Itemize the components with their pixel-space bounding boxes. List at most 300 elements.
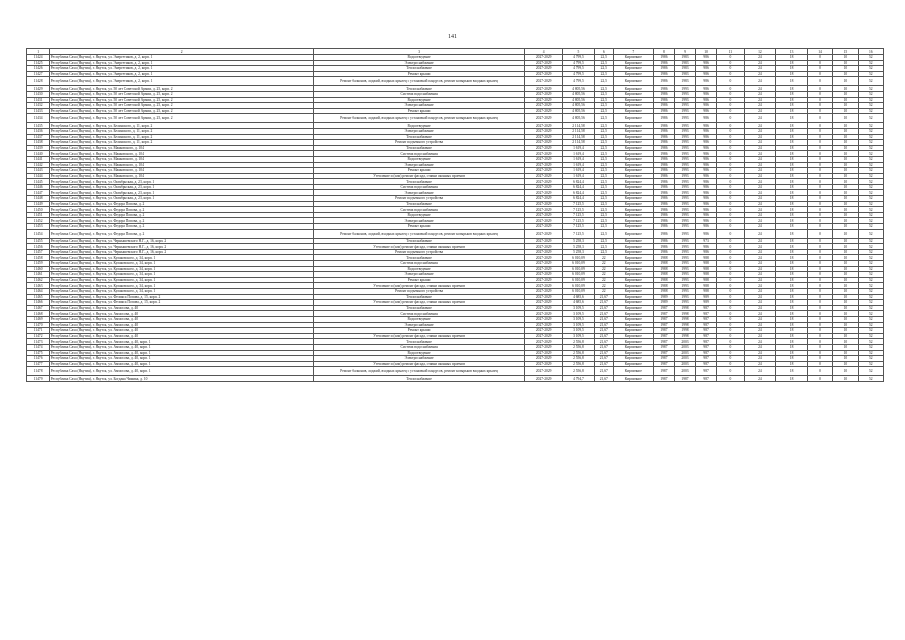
table-cell: 2 556,8 bbox=[563, 361, 595, 367]
table-cell: 10 bbox=[833, 91, 858, 97]
table-cell: 1987 bbox=[674, 376, 695, 382]
table-cell: 11429 bbox=[27, 86, 50, 92]
table-cell: 2003 bbox=[674, 344, 695, 350]
table-cell: 24 bbox=[744, 134, 776, 140]
table-cell: 987 bbox=[696, 356, 717, 362]
table-cell: 10 bbox=[833, 156, 858, 162]
table-cell: 24 bbox=[744, 305, 776, 311]
table-cell: 22,5 bbox=[594, 151, 613, 157]
table-cell: 4 685,6 bbox=[563, 300, 595, 306]
table-cell: 22 bbox=[594, 277, 613, 283]
table-cell: Электроснабжение bbox=[314, 128, 525, 134]
table-cell: Теплоснабжение bbox=[314, 255, 525, 261]
table-cell: 10 bbox=[833, 114, 858, 123]
table-cell: 7 125,5 bbox=[563, 201, 595, 207]
table-cell: 1986 bbox=[653, 196, 674, 202]
column-number-16: 16 bbox=[858, 49, 883, 55]
table-cell: 18 bbox=[776, 190, 808, 196]
table-cell: 4 799,5 bbox=[563, 60, 595, 66]
table-cell: 52 bbox=[858, 128, 883, 134]
table-cell: 0 bbox=[807, 162, 832, 168]
table-cell: 24 bbox=[744, 316, 776, 322]
table-cell: Республика Саха (Якутия), г. Якутск, ул. Аммосова, д. 40 bbox=[50, 316, 314, 322]
table-cell: 1993 bbox=[674, 108, 695, 114]
table-cell: 2003 bbox=[674, 361, 695, 367]
table-cell: Республика Саха (Якутия), г. Якутск, ул. Энергетиков, д. 2, корп. 1 bbox=[50, 66, 314, 72]
table-cell: 18 bbox=[776, 173, 808, 179]
table-cell: 2 114,58 bbox=[563, 123, 595, 129]
table-cell: 3 109,5 bbox=[563, 333, 595, 339]
table-cell: 6 824,4 bbox=[563, 179, 595, 185]
table-cell: Кирпичное bbox=[613, 66, 653, 72]
table-cell: Кирпичное bbox=[613, 322, 653, 328]
table-cell: 2027-2029 bbox=[525, 71, 563, 77]
table-cell: Кирпичное bbox=[613, 196, 653, 202]
table-cell: 1986 bbox=[653, 86, 674, 92]
table-cell: 2027-2029 bbox=[525, 201, 563, 207]
table-cell: 986 bbox=[696, 103, 717, 109]
table-cell: Республика Саха (Якутия), г. Якутск, ул. Октябрьская, д. 23, корп. 1 bbox=[50, 184, 314, 190]
table-cell: 11471 bbox=[27, 328, 50, 334]
table-cell: 24 bbox=[744, 201, 776, 207]
table-cell: 52 bbox=[858, 86, 883, 92]
table-cell: 986 bbox=[696, 244, 717, 250]
table-cell: 0 bbox=[717, 328, 744, 334]
table-cell: 24 bbox=[744, 97, 776, 103]
table-cell: Водоотведение bbox=[314, 212, 525, 218]
table-row bbox=[27, 376, 884, 382]
table-cell: 986 bbox=[696, 123, 717, 129]
table-cell: 18 bbox=[776, 71, 808, 77]
table-cell: 24 bbox=[744, 179, 776, 185]
table-cell: 6 010,09 bbox=[563, 277, 595, 283]
table-cell: Утепление и (или) ремонт фасада, ставни оконных проемов bbox=[314, 244, 525, 250]
table-cell: 18 bbox=[776, 376, 808, 382]
table-cell: 986 bbox=[696, 212, 717, 218]
table-cell: 0 bbox=[807, 184, 832, 190]
table-cell: 21,67 bbox=[594, 350, 613, 356]
table-cell: Республика Саха (Якутия), г. Якутск, ул. Аммосова, д. 40 bbox=[50, 328, 314, 334]
table-cell: 1993 bbox=[674, 229, 695, 238]
table-cell: 1987 bbox=[653, 344, 674, 350]
table-cell: 52 bbox=[858, 305, 883, 311]
table-cell: 22 bbox=[594, 288, 613, 294]
table-cell: 0 bbox=[717, 238, 744, 244]
table-cell: 1983 bbox=[674, 60, 695, 66]
table-cell: 1987 bbox=[653, 376, 674, 382]
table-cell: 10 bbox=[833, 212, 858, 218]
table-cell: 1988 bbox=[653, 261, 674, 267]
table-cell: 52 bbox=[858, 288, 883, 294]
table-cell: 24 bbox=[744, 114, 776, 123]
table-cell: 0 bbox=[807, 156, 832, 162]
table-cell: Республика Саха (Якутия), г. Якутск, ул. Энергетиков, д. 2, корп. 1 bbox=[50, 71, 314, 77]
table-cell: 1 619,4 bbox=[563, 162, 595, 168]
table-cell: 0 bbox=[717, 288, 744, 294]
table-cell: 11428 bbox=[27, 77, 50, 86]
table-cell: Республика Саха (Якутия), г. Якутск, ул. Маяковского, д. 104 bbox=[50, 173, 314, 179]
table-cell: 10 bbox=[833, 294, 858, 300]
table-cell: 52 bbox=[858, 350, 883, 356]
table-cell: 987 bbox=[696, 350, 717, 356]
table-cell: 2003 bbox=[674, 356, 695, 362]
table-cell: 52 bbox=[858, 322, 883, 328]
table-cell: Республика Саха (Якутия), г. Якутск, ул. Феликса Попова, д. 15, корп. 2 bbox=[50, 300, 314, 306]
table-cell: 11458 bbox=[27, 255, 50, 261]
table-cell: 7 125,5 bbox=[563, 218, 595, 224]
table-cell: 18 bbox=[776, 97, 808, 103]
table-cell: 0 bbox=[807, 196, 832, 202]
table-cell: 0 bbox=[807, 179, 832, 185]
table-cell: Кирпичное bbox=[613, 294, 653, 300]
table-cell: Ремонт балконов, лоджий, входных крылец с установкой пандусов, ремонт козырьков входных крылец bbox=[314, 77, 525, 86]
table-cell: 24 bbox=[744, 361, 776, 367]
table-cell: 21,67 bbox=[594, 294, 613, 300]
table-cell: 18 bbox=[776, 123, 808, 129]
table-cell: Кирпичное bbox=[613, 71, 653, 77]
table-cell: 986 bbox=[696, 97, 717, 103]
table-cell: 2 114,58 bbox=[563, 128, 595, 134]
table-row bbox=[27, 367, 884, 376]
table-cell: 10 bbox=[833, 311, 858, 317]
table-cell: 1998 bbox=[674, 316, 695, 322]
table-cell: Республика Саха (Якутия), г. Якутск, ул. Федора Попова, д. 2 bbox=[50, 224, 314, 230]
table-cell: 18 bbox=[776, 86, 808, 92]
table-cell: 1993 bbox=[674, 140, 695, 146]
table-cell: 10 bbox=[833, 283, 858, 289]
table-cell: Кирпичное bbox=[613, 55, 653, 61]
table-cell: 986 bbox=[696, 196, 717, 202]
table-cell: 52 bbox=[858, 114, 883, 123]
table-cell: 2003 bbox=[674, 339, 695, 345]
table-cell: Республика Саха (Якутия), г. Якутск, ул. Энергетиков, д. 2, корп. 1 bbox=[50, 77, 314, 86]
table-cell: 0 bbox=[717, 71, 744, 77]
table-cell: Ремонт подъемного устройства bbox=[314, 249, 525, 255]
table-cell: 10 bbox=[833, 173, 858, 179]
table-cell: 22,5 bbox=[594, 244, 613, 250]
table-cell: 0 bbox=[807, 207, 832, 213]
table-cell: Утепление и (или) ремонт фасада, ставни оконных проемов bbox=[314, 173, 525, 179]
table-cell: 18 bbox=[776, 184, 808, 190]
table-cell: 24 bbox=[744, 77, 776, 86]
table-cell: 52 bbox=[858, 344, 883, 350]
table-cell: 11441 bbox=[27, 156, 50, 162]
table-cell: 52 bbox=[858, 190, 883, 196]
table-cell: 24 bbox=[744, 244, 776, 250]
table-cell: Электроснабжение bbox=[314, 272, 525, 278]
table-cell: Республика Саха (Якутия), г. Якутск, ул. Аммосова, д. 40, корп. 1 bbox=[50, 367, 314, 376]
table-cell: 0 bbox=[717, 156, 744, 162]
table-cell: 0 bbox=[717, 367, 744, 376]
table-cell: 10 bbox=[833, 344, 858, 350]
table-cell: Республика Саха (Якутия), г. Якутск, ул. Маяковского, д. 104 bbox=[50, 168, 314, 174]
table-cell: 2027-2029 bbox=[525, 266, 563, 272]
table-cell: 986 bbox=[696, 249, 717, 255]
table-cell: Кирпичное bbox=[613, 134, 653, 140]
table-cell: 24 bbox=[744, 145, 776, 151]
table-cell: Кирпичное bbox=[613, 272, 653, 278]
table-cell: 987 bbox=[696, 367, 717, 376]
table-cell: Кирпичное bbox=[613, 305, 653, 311]
table-cell: Ремонт балконов, лоджий, входных крылец с установкой пандусов, ремонт козырьков входных крылец bbox=[314, 229, 525, 238]
table-cell: Теплоснабжение bbox=[314, 179, 525, 185]
table-cell: 10 bbox=[833, 184, 858, 190]
table-cell: 18 bbox=[776, 207, 808, 213]
table-cell: 10 bbox=[833, 316, 858, 322]
table-cell: Кирпичное bbox=[613, 140, 653, 146]
table-cell: 21,67 bbox=[594, 367, 613, 376]
table-cell: 18 bbox=[776, 322, 808, 328]
table-cell: 2027-2029 bbox=[525, 140, 563, 146]
table-cell: 18 bbox=[776, 305, 808, 311]
table-cell: Кирпичное bbox=[613, 328, 653, 334]
table-cell: 22,5 bbox=[594, 66, 613, 72]
table-cell: 0 bbox=[717, 218, 744, 224]
table-cell: 18 bbox=[776, 367, 808, 376]
table-cell: Республика Саха (Якутия), г. Якутск, ул. Октябрьская, д. 23, корп. 1 bbox=[50, 179, 314, 185]
table-cell: 10 bbox=[833, 266, 858, 272]
table-row bbox=[27, 229, 884, 238]
table-cell: 0 bbox=[717, 145, 744, 151]
table-cell: 2027-2029 bbox=[525, 218, 563, 224]
table-cell: 24 bbox=[744, 91, 776, 97]
table-cell: 18 bbox=[776, 272, 808, 278]
table-cell: 11426 bbox=[27, 66, 50, 72]
table-cell: 2027-2029 bbox=[525, 128, 563, 134]
table-cell: 24 bbox=[744, 207, 776, 213]
table-cell: 0 bbox=[717, 114, 744, 123]
table-cell: 1987 bbox=[653, 361, 674, 367]
table-cell: Республика Саха (Якутия), г. Якутск, ул. Аммосова, д. 40, корп. 1 bbox=[50, 361, 314, 367]
table-cell: 52 bbox=[858, 300, 883, 306]
table-cell: 0 bbox=[717, 344, 744, 350]
table-cell: 0 bbox=[717, 350, 744, 356]
table-cell: 11436 bbox=[27, 128, 50, 134]
table-cell: Электроснабжение bbox=[314, 103, 525, 109]
table-cell: 2027-2029 bbox=[525, 361, 563, 367]
table-cell: 988 bbox=[696, 277, 717, 283]
table-cell: 22,5 bbox=[594, 103, 613, 109]
table-cell: 986 bbox=[696, 201, 717, 207]
table-cell: 2027-2029 bbox=[525, 156, 563, 162]
table-cell: 18 bbox=[776, 238, 808, 244]
table-cell: 22,5 bbox=[594, 71, 613, 77]
table-cell: Ремонт крыши bbox=[314, 108, 525, 114]
table-cell: 1987 bbox=[653, 350, 674, 356]
table-cell: 1993 bbox=[674, 123, 695, 129]
table-cell: 10 bbox=[833, 128, 858, 134]
table-cell: 0 bbox=[807, 294, 832, 300]
table-cell: 11438 bbox=[27, 140, 50, 146]
table-cell: Кирпичное bbox=[613, 261, 653, 267]
table-cell: 18 bbox=[776, 66, 808, 72]
table-cell: 52 bbox=[858, 283, 883, 289]
table-cell: 988 bbox=[696, 261, 717, 267]
table-cell: 10 bbox=[833, 376, 858, 382]
table-cell: 52 bbox=[858, 151, 883, 157]
table-cell: 1993 bbox=[674, 218, 695, 224]
table-cell: 52 bbox=[858, 91, 883, 97]
table-cell: 10 bbox=[833, 238, 858, 244]
table-cell: 22,5 bbox=[594, 196, 613, 202]
table-cell: 2027-2029 bbox=[525, 77, 563, 86]
table-cell: 18 bbox=[776, 244, 808, 250]
table-cell: 1993 bbox=[674, 283, 695, 289]
table-cell: 22,5 bbox=[594, 212, 613, 218]
table-cell: 10 bbox=[833, 272, 858, 278]
table-cell: 986 bbox=[696, 162, 717, 168]
table-cell: Кирпичное bbox=[613, 173, 653, 179]
table-cell: 1986 bbox=[653, 134, 674, 140]
table-cell: 10 bbox=[833, 300, 858, 306]
table-cell: Теплоснабжение bbox=[314, 145, 525, 151]
table-cell: 18 bbox=[776, 288, 808, 294]
table-cell: Водоотведение bbox=[314, 316, 525, 322]
table-cell: Теплоснабжение bbox=[314, 86, 525, 92]
table-cell: 11427 bbox=[27, 71, 50, 77]
table-cell: 24 bbox=[744, 162, 776, 168]
table-cell: 0 bbox=[717, 184, 744, 190]
table-cell: 2027-2029 bbox=[525, 190, 563, 196]
table-cell: Кирпичное bbox=[613, 123, 653, 129]
table-cell: 988 bbox=[696, 283, 717, 289]
column-number-4: 4 bbox=[525, 49, 563, 55]
table-cell: 10 bbox=[833, 66, 858, 72]
table-cell: 52 bbox=[858, 316, 883, 322]
table-cell: Электроснабжение bbox=[314, 190, 525, 196]
table-cell: 18 bbox=[776, 294, 808, 300]
table-cell: 10 bbox=[833, 201, 858, 207]
table-cell: 1993 bbox=[674, 97, 695, 103]
table-cell: Водоотведение bbox=[314, 55, 525, 61]
table-cell: 0 bbox=[807, 201, 832, 207]
table-cell: 7 125,5 bbox=[563, 207, 595, 213]
table-cell: Кирпичное bbox=[613, 179, 653, 185]
table-cell: 1993 bbox=[674, 156, 695, 162]
table-cell: Водоотведение bbox=[314, 156, 525, 162]
table-cell: 10 bbox=[833, 108, 858, 114]
table-cell: 10 bbox=[833, 86, 858, 92]
table-cell: 18 bbox=[776, 168, 808, 174]
table-cell: 18 bbox=[776, 255, 808, 261]
table-cell: 22,5 bbox=[594, 179, 613, 185]
table-cell: 52 bbox=[858, 207, 883, 213]
table-cell: 988 bbox=[696, 266, 717, 272]
table-cell: Республика Саха (Якутия), г. Якутск, ул. Кулаковского, д. 34, корп. 1 bbox=[50, 277, 314, 283]
table-cell: 4 805,56 bbox=[563, 91, 595, 97]
table-cell: 987 bbox=[696, 322, 717, 328]
column-number-13: 13 bbox=[776, 49, 808, 55]
table-cell: 22 bbox=[594, 266, 613, 272]
table-cell: 2027-2029 bbox=[525, 333, 563, 339]
table-cell: 4 794,7 bbox=[563, 376, 595, 382]
table-cell: 0 bbox=[807, 328, 832, 334]
table-cell: 52 bbox=[858, 266, 883, 272]
table-cell: 18 bbox=[776, 339, 808, 345]
table-cell: Теплоснабжение bbox=[314, 376, 525, 382]
table-cell: 11447 bbox=[27, 190, 50, 196]
table-cell: 2 114,58 bbox=[563, 134, 595, 140]
table-cell: Республика Саха (Якутия), г. Якутск, ул. Белинского, д. 11, корп. 2 bbox=[50, 134, 314, 140]
table-cell: 24 bbox=[744, 60, 776, 66]
table-cell: 0 bbox=[807, 238, 832, 244]
table-cell: 10 bbox=[833, 145, 858, 151]
table-cell: 6 010,09 bbox=[563, 266, 595, 272]
table-cell: Электроснабжение bbox=[314, 162, 525, 168]
table-cell: 1993 bbox=[674, 151, 695, 157]
table-cell: 7 125,5 bbox=[563, 224, 595, 230]
table-cell: 52 bbox=[858, 311, 883, 317]
table-cell: Республика Саха (Якутия), г. Якутск, ул. Маяковского, д. 104 bbox=[50, 145, 314, 151]
table-cell: 986 bbox=[696, 151, 717, 157]
table-cell: Кирпичное bbox=[613, 184, 653, 190]
table-cell: 0 bbox=[717, 356, 744, 362]
table-cell: 21,67 bbox=[594, 339, 613, 345]
table-cell: 2027-2029 bbox=[525, 311, 563, 317]
table-cell: 1993 bbox=[674, 184, 695, 190]
table-cell: Республика Саха (Якутия), г. Якутск, ул. Белинского, д. 11, корп. 2 bbox=[50, 128, 314, 134]
table-cell: 1986 bbox=[653, 224, 674, 230]
table-cell: 24 bbox=[744, 66, 776, 72]
table-cell: 10 bbox=[833, 244, 858, 250]
table-cell: Республика Саха (Якутия), г. Якутск, ул. Кулаковского, д. 34, корп. 1 bbox=[50, 288, 314, 294]
table-cell: 986 bbox=[696, 128, 717, 134]
table-cell: 18 bbox=[776, 134, 808, 140]
table-cell: 24 bbox=[744, 173, 776, 179]
table-cell: 24 bbox=[744, 261, 776, 267]
table-cell: 987 bbox=[696, 333, 717, 339]
table-cell: 22,5 bbox=[594, 97, 613, 103]
table-cell: 1993 bbox=[674, 162, 695, 168]
table-cell: 22,5 bbox=[594, 201, 613, 207]
table-cell: Республика Саха (Якутия), г. Якутск, ул. Феликса Попова, д. 15, корп. 2 bbox=[50, 294, 314, 300]
table-cell: 0 bbox=[717, 283, 744, 289]
table-cell: 22,5 bbox=[594, 55, 613, 61]
table-cell: 0 bbox=[807, 244, 832, 250]
table-cell: 2027-2029 bbox=[525, 108, 563, 114]
table-cell: Кирпичное bbox=[613, 190, 653, 196]
table-cell: 2027-2029 bbox=[525, 272, 563, 278]
table-cell: 22,5 bbox=[594, 238, 613, 244]
table-cell: 0 bbox=[807, 55, 832, 61]
table-cell: 986 bbox=[696, 145, 717, 151]
table-cell: 52 bbox=[858, 201, 883, 207]
table-cell: 2027-2029 bbox=[525, 339, 563, 345]
table-cell: 10 bbox=[833, 103, 858, 109]
table-cell: 0 bbox=[717, 261, 744, 267]
table-cell: 0 bbox=[717, 91, 744, 97]
table-cell: 10 bbox=[833, 261, 858, 267]
table-cell: Республика Саха (Якутия), г. Якутск, ул. Аммосова, д. 40 bbox=[50, 311, 314, 317]
table-cell: 24 bbox=[744, 367, 776, 376]
table-cell: 11437 bbox=[27, 134, 50, 140]
table-cell: Кирпичное bbox=[613, 244, 653, 250]
table-cell: 18 bbox=[776, 277, 808, 283]
table-cell: 0 bbox=[807, 229, 832, 238]
table-cell: 4 685,6 bbox=[563, 294, 595, 300]
table-cell: 1986 bbox=[653, 238, 674, 244]
table-cell: 987 bbox=[696, 361, 717, 367]
table-cell: 52 bbox=[858, 356, 883, 362]
table-cell: 11454 bbox=[27, 229, 50, 238]
table-cell: Республика Саха (Якутия), г. Якутск, ул. Чернышевского Н.Г., д. 16, корп. 2 bbox=[50, 238, 314, 244]
table-cell: 2027-2029 bbox=[525, 212, 563, 218]
table-cell: Республика Саха (Якутия), г. Якутск, ул. Федора Попова, д. 2 bbox=[50, 218, 314, 224]
table-cell: 0 bbox=[807, 134, 832, 140]
table-cell: 0 bbox=[717, 97, 744, 103]
table-cell: 24 bbox=[744, 140, 776, 146]
table-cell: 0 bbox=[807, 356, 832, 362]
